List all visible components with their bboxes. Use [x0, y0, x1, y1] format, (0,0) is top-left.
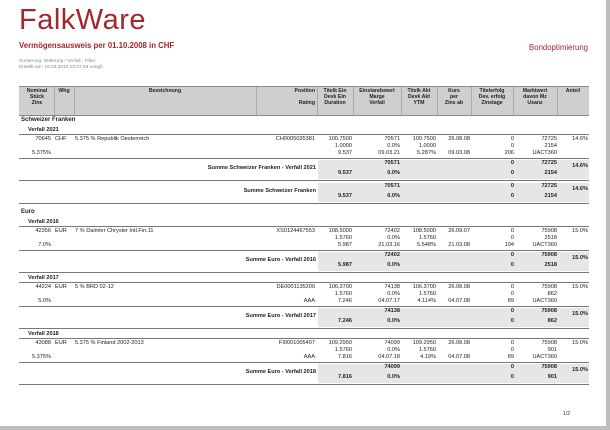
cell-2: 5.375 % Republik Oesterreich: [75, 136, 150, 142]
cell-8: 0: [510, 143, 514, 149]
cell-6: 109.2950: [412, 340, 436, 346]
cell-4: 1.5760: [334, 235, 352, 241]
row-divider: [19, 362, 589, 363]
summary-market-value: 72725: [541, 183, 557, 189]
cell-9: UACT360: [532, 150, 557, 156]
cell-5: 0.0%: [387, 143, 400, 149]
row-divider: [19, 134, 589, 135]
cell-0: 5.375%: [32, 354, 51, 360]
row-divider: [19, 203, 589, 204]
cell-6: 5.287%: [417, 150, 436, 156]
cell-7: 04.07.08: [448, 298, 470, 304]
row-divider: [19, 180, 589, 181]
summary-duration: 9.537: [338, 170, 352, 176]
row-divider: [19, 384, 589, 385]
cell-5: 70571: [384, 136, 400, 142]
cell-3: XS0124467553: [276, 228, 315, 234]
summary-label: Summe Euro - Verfall 2016: [245, 257, 316, 263]
cell-3: AAA: [303, 354, 315, 360]
summary-label: Summe Schweizer Franken - Verfall 2021: [207, 165, 316, 171]
summary-market-value: 75908: [541, 308, 557, 314]
summary-margin: 0.0%: [387, 318, 400, 324]
summary-result: 0: [510, 252, 514, 258]
cell-6: 1.5760: [418, 291, 436, 297]
summary-margin: 0.0%: [387, 193, 400, 199]
summary-fx-result: 0: [510, 170, 514, 176]
cell-6: 4.19%: [420, 354, 436, 360]
header-nominal: Nominal Stück Zins: [26, 88, 48, 107]
cell-4: 1.5760: [334, 347, 352, 353]
summary-result: 0: [510, 308, 514, 314]
summary-result: 0: [510, 160, 514, 166]
cell-0: 42356: [35, 228, 51, 234]
cell-9: 862: [547, 291, 557, 297]
cell-0: 43088: [35, 340, 51, 346]
cell-6: 1.5760: [418, 235, 436, 241]
cell-9: UACT360: [532, 298, 557, 304]
summary-market-value: 75908: [541, 364, 557, 370]
cell-5: 04.07.18: [378, 354, 400, 360]
group-title: Verfall 2016: [28, 219, 59, 225]
cell-10: 15.0%: [572, 228, 588, 234]
summary-margin: 0.0%: [387, 170, 400, 176]
summary-label: Summe Schweizer Franken: [243, 188, 316, 194]
cell-4: 9.537: [338, 150, 352, 156]
header-book-value: Einstandswert Marge Verfall: [359, 88, 395, 107]
summary-result: 0: [510, 183, 514, 189]
cell-1: EUR: [55, 340, 67, 346]
cell-5: 09.03.21: [378, 150, 400, 156]
cell-9: 2518: [544, 235, 557, 241]
cell-4: 7.816: [338, 354, 352, 360]
cell-1: EUR: [55, 284, 67, 290]
cell-10: 14.6%: [572, 136, 588, 142]
cell-3: DE0001135200: [276, 284, 315, 290]
cell-5: 0.0%: [387, 347, 400, 353]
summary-duration: 5.987: [338, 262, 352, 268]
header-quote: Kurs per Zins ab: [444, 88, 464, 107]
section-title: Euro: [21, 209, 35, 215]
cell-7: 26.08.08: [448, 136, 470, 142]
cell-2: 5.375 % Finland 2002-2013: [75, 340, 144, 346]
report-subtitle: Vermögensausweis per 01.10.2008 in CHF: [19, 41, 175, 50]
cell-0: 5.0%: [38, 298, 51, 304]
row-divider: [19, 328, 589, 329]
cell-4: 100.7500: [328, 136, 352, 142]
summary-result: 0: [510, 364, 514, 370]
summary-fx-result: 0: [510, 262, 514, 268]
group-title: Verfall 2017: [28, 275, 59, 281]
row-divider: [19, 282, 589, 283]
cell-2: 7 % Daimler Chrysler Intl.Fin.11: [75, 228, 154, 234]
cell-5: 21.03.16: [378, 242, 400, 248]
cell-3: CH0005035381: [275, 136, 315, 142]
cell-5: 04.07.17: [378, 298, 400, 304]
summary-label: Summe Euro - Verfall 2018: [245, 369, 316, 375]
cell-0: 5.375%: [32, 150, 51, 156]
summary-book-value: 74099: [384, 364, 400, 370]
summary-share: 14.6%: [572, 186, 588, 192]
cell-8: 89: [507, 298, 514, 304]
header-purchase-price: Titelk Ein Devk Ein Duration: [323, 88, 347, 107]
cell-9: 72725: [541, 136, 557, 142]
table-header: [19, 86, 589, 116]
cell-4: 108.5000: [328, 228, 352, 234]
cell-2: 5 % BRD 02-12: [75, 284, 114, 290]
summary-label: Summe Euro - Verfall 2017: [245, 313, 316, 319]
summary-accrued-interest: 2154: [544, 170, 557, 176]
cell-0: 44224: [35, 284, 51, 290]
summary-margin: 0.0%: [387, 374, 400, 380]
cell-6: 100.7500: [412, 136, 436, 142]
cell-6: 108.5000: [412, 228, 436, 234]
row-divider: [19, 338, 589, 339]
cell-8: 206: [504, 150, 514, 156]
header-position: Position Rating: [294, 88, 315, 107]
group-title: Verfall 2021: [28, 127, 59, 133]
cell-9: 75908: [541, 284, 557, 290]
cell-9: 901: [547, 347, 557, 353]
cell-7: 21.03.08: [448, 242, 470, 248]
summary-margin: 0.0%: [387, 262, 400, 268]
cell-7: 26.08.08: [448, 284, 470, 290]
summary-market-value: 75908: [541, 252, 557, 258]
cell-9: 75908: [541, 228, 557, 234]
summary-accrued-interest: 2518: [544, 262, 557, 268]
cell-7: 26.08.08: [448, 340, 470, 346]
summary-duration: 7.816: [338, 374, 352, 380]
summary-book-value: 72402: [384, 252, 400, 258]
cell-6: 4.114%: [417, 298, 436, 304]
header-current-price: Titelk Akt Devk Akt YTM: [407, 88, 431, 107]
cell-9: 75908: [541, 340, 557, 346]
summary-book-value: 70571: [384, 160, 400, 166]
cell-10: 15.0%: [572, 284, 588, 290]
summary-fx-result: 0: [510, 318, 514, 324]
summary-accrued-interest: 862: [547, 318, 557, 324]
cell-4: 106.3700: [328, 284, 352, 290]
cell-1: EUR: [55, 228, 67, 234]
cell-6: 5.548%: [417, 242, 436, 248]
cell-8: 0: [510, 228, 514, 234]
cell-1: CHF: [55, 136, 67, 142]
cell-7: 04.07.08: [448, 354, 470, 360]
header-currency: Whg: [58, 88, 70, 94]
header-description: Bezeichnung: [148, 88, 182, 94]
cell-8: 0: [510, 340, 514, 346]
summary-share: 14.6%: [572, 163, 588, 169]
sort-filter-info: Sortierung: Währung / Verfall ; Filter:: [19, 59, 97, 64]
row-divider: [19, 158, 589, 159]
cell-4: 1.0000: [334, 143, 352, 149]
summary-fx-result: 0: [510, 193, 514, 199]
cell-8: 194: [504, 242, 514, 248]
row-divider: [19, 272, 589, 273]
cell-5: 74099: [384, 340, 400, 346]
cell-4: 1.5760: [334, 291, 352, 297]
summary-duration: 9.537: [338, 193, 352, 199]
cell-10: 15.0%: [572, 340, 588, 346]
summary-accrued-interest: 901: [547, 374, 557, 380]
cell-6: 106.3700: [412, 284, 436, 290]
cell-5: 72402: [384, 228, 400, 234]
cell-3: AAA: [303, 298, 315, 304]
cell-6: 1.5760: [418, 347, 436, 353]
page-number: 1/2: [563, 411, 570, 417]
summary-share: 15.0%: [572, 255, 588, 261]
cell-5: 0.0%: [387, 291, 400, 297]
cell-4: 5.987: [338, 242, 352, 248]
cell-8: 0: [510, 235, 514, 241]
summary-book-value: 74138: [384, 308, 400, 314]
cell-5: 0.0%: [387, 235, 400, 241]
cell-9: UACT360: [532, 242, 557, 248]
summary-share: 15.0%: [572, 311, 588, 317]
cell-9: UACT360: [532, 354, 557, 360]
cell-8: 89: [507, 354, 514, 360]
section-title: Schweizer Franken: [21, 117, 76, 123]
cell-3: FI0001005407: [278, 340, 315, 346]
cell-0: 7.0%: [38, 242, 51, 248]
summary-market-value: 72725: [541, 160, 557, 166]
cell-0: 70645: [35, 136, 51, 142]
cell-8: 0: [510, 291, 514, 297]
header-share: Anteil: [565, 88, 581, 94]
row-divider: [19, 250, 589, 251]
cell-4: 109.2950: [328, 340, 352, 346]
cell-8: 0: [510, 284, 514, 290]
cell-8: 0: [510, 347, 514, 353]
cell-6: 1.0000: [418, 143, 436, 149]
row-divider: [19, 226, 589, 227]
summary-fx-result: 0: [510, 374, 514, 380]
cell-7: 26.09.07: [448, 228, 470, 234]
header-result: Titelerfolg Dev. erfolg Zinstage: [478, 88, 506, 107]
brand-logo-text: FalkWare: [19, 4, 146, 36]
summary-accrued-interest: 2154: [544, 193, 557, 199]
header-market-value: Marktwert davon Mz Usanz: [522, 88, 548, 107]
report-type-title: Bondoptimierung: [529, 43, 588, 52]
group-title: Verfall 2018: [28, 331, 59, 337]
row-divider: [19, 306, 589, 307]
created-info: Erstellt am: 16.03.2010 10:27:49 vongh: [19, 65, 103, 70]
cell-8: 0: [510, 136, 514, 142]
cell-7: 09.03.08: [448, 150, 470, 156]
summary-share: 15.0%: [572, 367, 588, 373]
summary-book-value: 70571: [384, 183, 400, 189]
summary-duration: 7.246: [338, 318, 352, 324]
cell-4: 7.246: [338, 298, 352, 304]
cell-9: 2154: [544, 143, 557, 149]
cell-5: 74138: [384, 284, 400, 290]
